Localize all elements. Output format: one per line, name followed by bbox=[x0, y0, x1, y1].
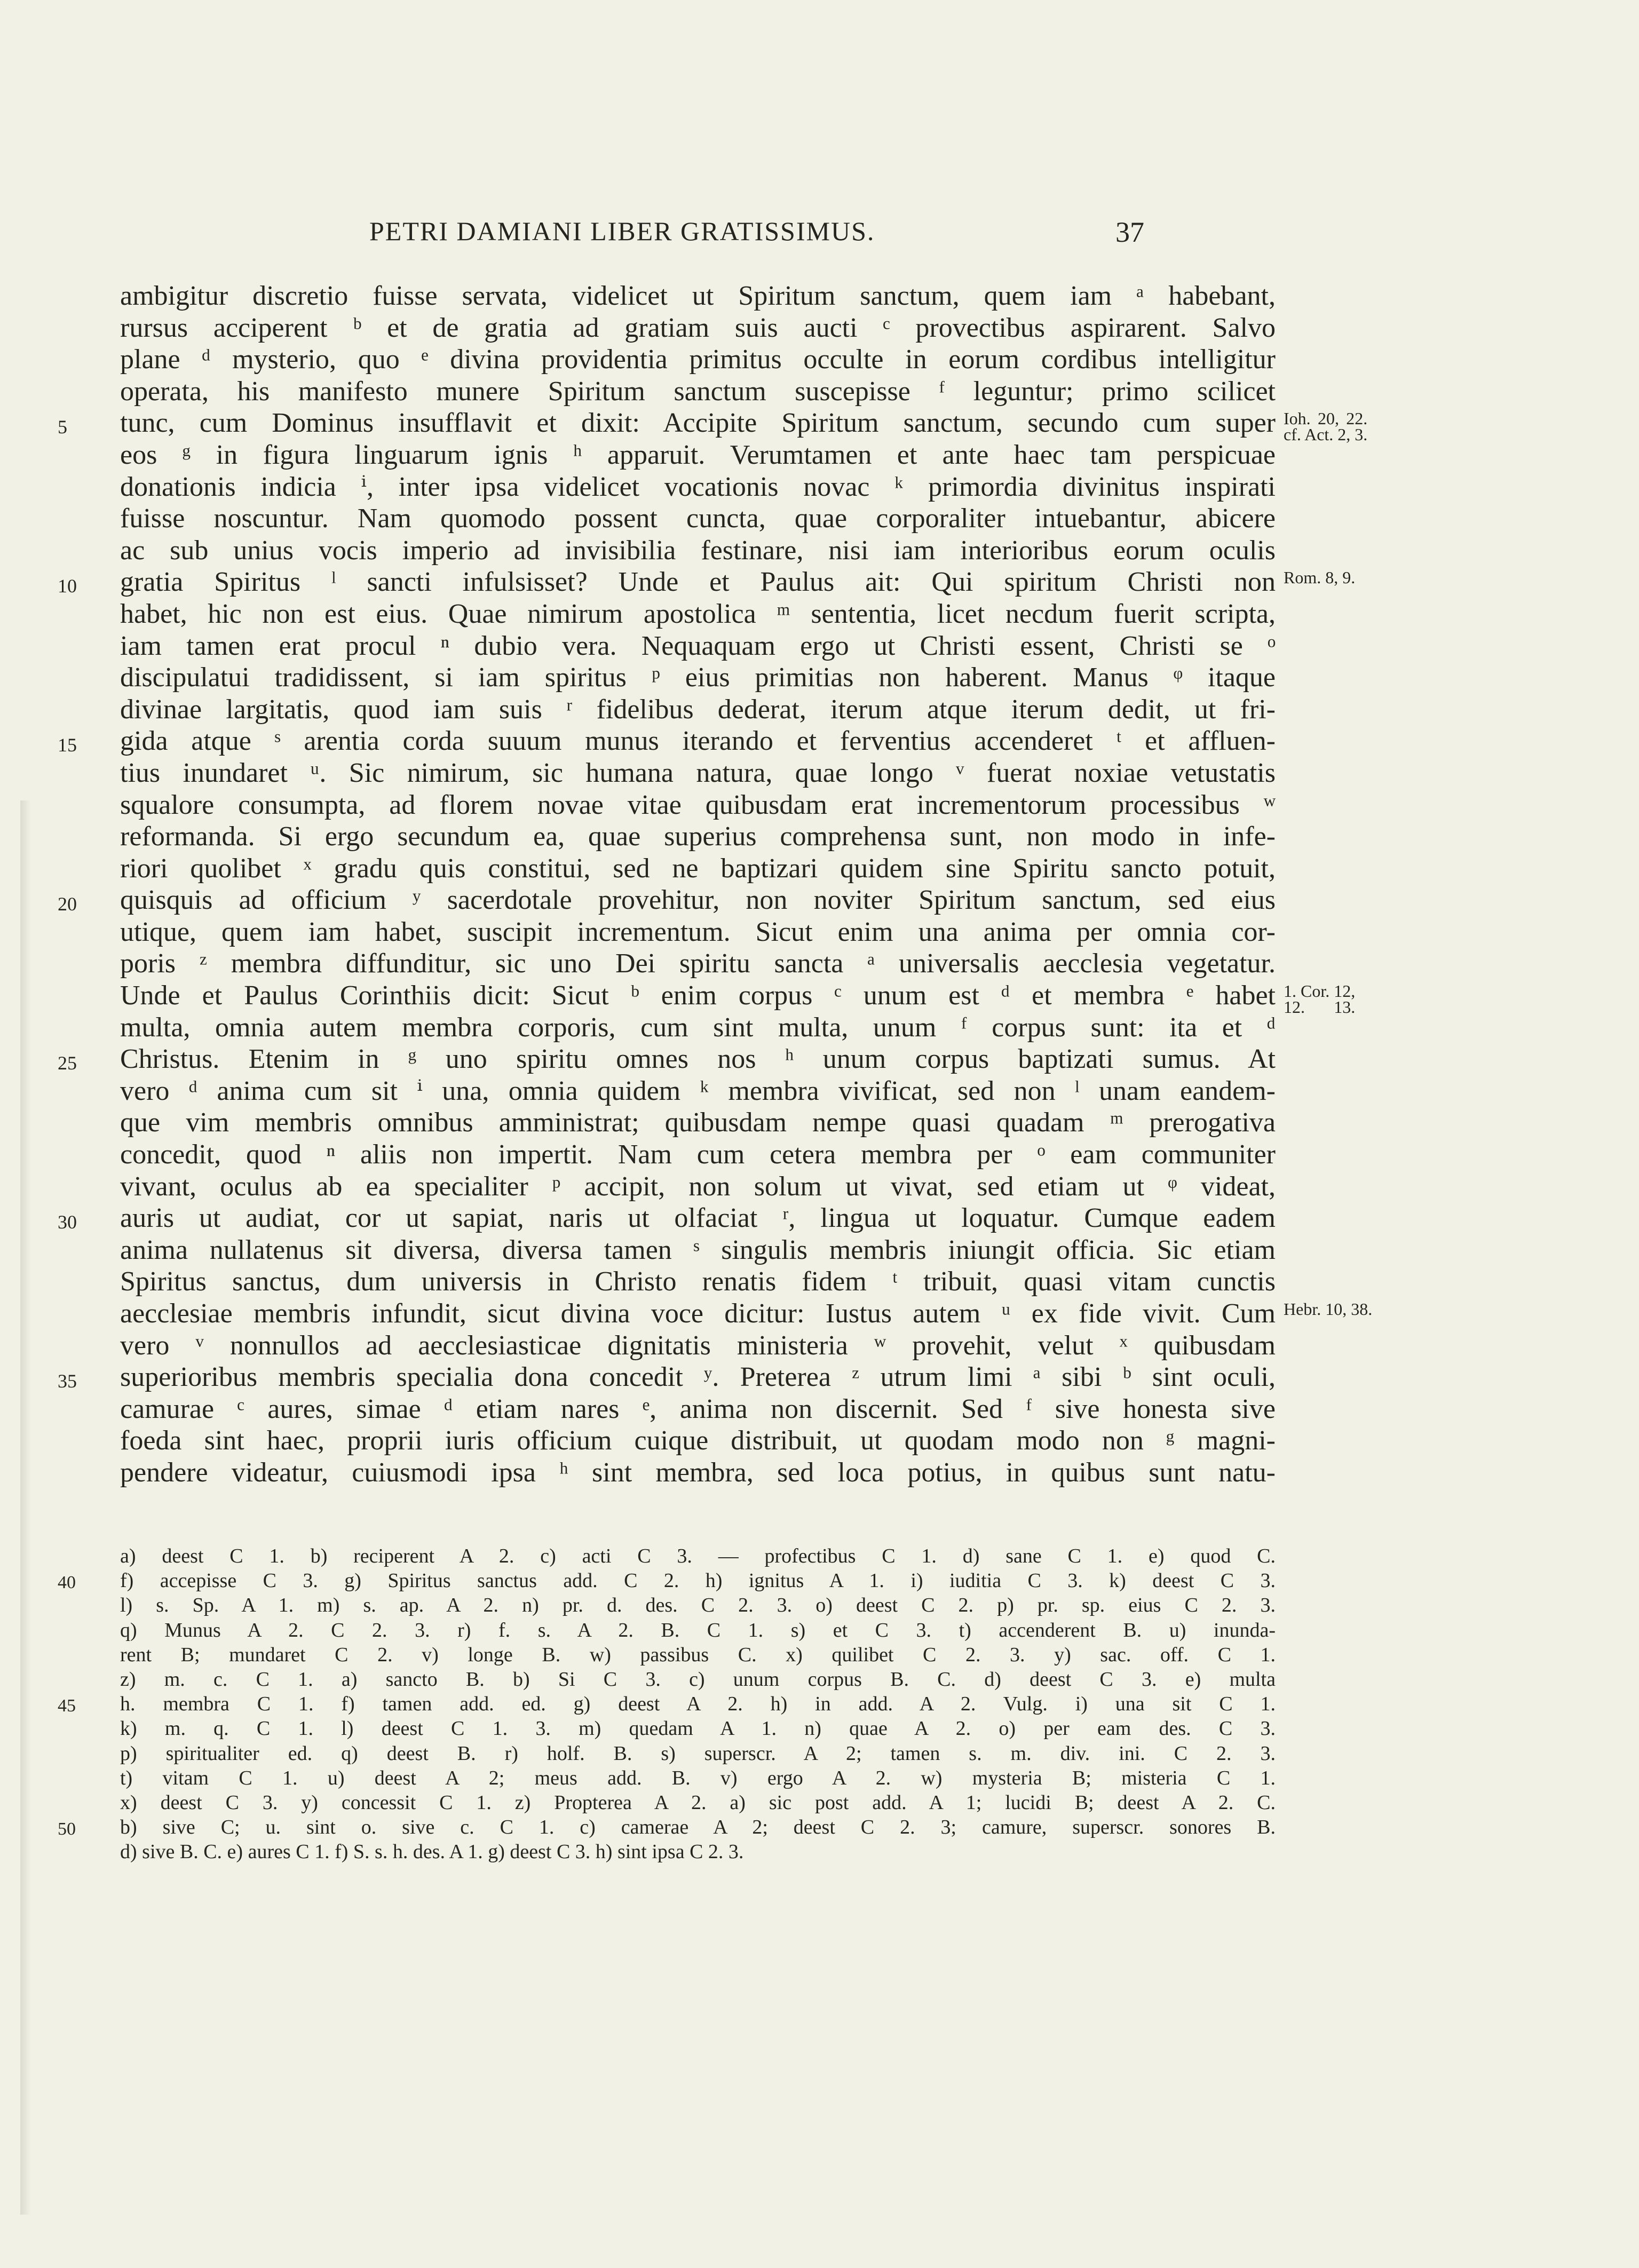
main-text-line bbox=[120, 376, 1276, 408]
note-line-text: d) sive B. C. e) aures C 1. f) S. s. h. des. A 1. g) deest C 3. h) sint ipsa C 2. 3. bbox=[120, 1841, 744, 1863]
page-number: 37 bbox=[1115, 216, 1144, 248]
main-text-line-text: vero ᵈ anima cum sit ⁱ una, omnia quidem ᵏ membra vivificat, sed non ˡ unam eandem- bbox=[120, 1075, 1276, 1106]
note-line-text: a) deest C 1. b) reciperent A 2. c) acti C 3. — profectibus C 1. d) sane C 1. e) quod C. bbox=[120, 1545, 1276, 1567]
main-text-line bbox=[120, 598, 1276, 630]
line-number: 40 bbox=[58, 1573, 76, 1593]
main-text-line bbox=[120, 280, 1276, 312]
line-number: 50 bbox=[58, 1819, 76, 1839]
note-line-text: b) sive C; u. sint o. sive c. C 1. c) camerae A 2; deest C 2. 3; camure, superscr. sonores B. bbox=[120, 1816, 1276, 1839]
margin-reference: Hebr. 10, 38. bbox=[1284, 1299, 1373, 1319]
main-text-line bbox=[58, 1202, 1276, 1234]
main-text-line-text: utique, quem iam habet, suscipit incrementum. Sicut enim una anima per omnia cor- bbox=[120, 916, 1276, 947]
main-text-line-text: concedit, quod ⁿ aliis non impertit. Nam cum cetera membra per ᵒ eam communiter bbox=[120, 1139, 1276, 1170]
main-text-line bbox=[120, 1393, 1276, 1425]
main-text-line-text: riori quolibet ˣ gradu quis constitui, sed ne baptizari quidem sine Spiritu sancto potuit, bbox=[120, 853, 1276, 884]
line-number: 10 bbox=[58, 575, 77, 597]
main-text-line bbox=[120, 1107, 1276, 1139]
main-text-line bbox=[120, 1298, 1373, 1330]
main-text-line bbox=[120, 439, 1276, 471]
main-text-line bbox=[120, 662, 1276, 694]
note-line bbox=[120, 1544, 1276, 1568]
main-text-line-text: plane ᵈ mysterio, quo ᵉ divina providentia primitus occulte in eorum cordibus intelligitur bbox=[120, 344, 1276, 375]
main-text-line-text: Unde et Paulus Corinthiis dicit: Sicut ᵇ enim corpus ᶜ unum est ᵈ et membra ᵉ habet bbox=[120, 980, 1276, 1011]
main-text-line bbox=[120, 1075, 1276, 1107]
main-text-line bbox=[58, 1361, 1276, 1393]
main-text-line bbox=[120, 503, 1276, 535]
main-text-line-text: que vim membris omnibus amministrat; quibusdam nempe quasi quadam ᵐ prerogativa bbox=[120, 1107, 1276, 1138]
note-line-text: f) accepisse C 3. g) Spiritus sanctus add. C 2. h) ignitus A 1. i) iuditia C 3. k) deest C 3. bbox=[120, 1569, 1276, 1592]
main-text-line-text: habet, hic non est eius. Quae nimirum apostolica ᵐ sententia, licet necdum fuerit scripta, bbox=[120, 598, 1276, 629]
main-text-line-text: divinae largitatis, quod iam suis ʳ fidelibus dederat, iterum atque iterum dedit, ut fri- bbox=[120, 694, 1276, 725]
main-text-line-text: gida atque ˢ arentia corda suuum munus iterando et ferventius accenderet ᵗ et affluen- bbox=[120, 726, 1276, 757]
main-text-line-text: tius inundaret ᵘ. Sic nimirum, sic humana natura, quae longo ᵛ fuerat noxiae vetustatis bbox=[120, 757, 1276, 788]
line-number: 20 bbox=[58, 893, 77, 915]
main-text-line-text: auris ut audiat, cor ut sapiat, naris ut olfaciat ʳ, lingua ut loquatur. Cumque eadem bbox=[120, 1203, 1276, 1234]
main-text-line bbox=[120, 757, 1276, 789]
main-text-line-text: fuisse noscuntur. Nam quomodo possent cuncta, quae corporaliter intuebantur, abicere bbox=[120, 503, 1276, 534]
line-number: 35 bbox=[58, 1370, 77, 1392]
note-line-text: k) m. q. C 1. l) deest C 1. 3. m) quedam A 1. n) quae A 2. o) per eam des. C 3. bbox=[120, 1717, 1276, 1740]
main-text-line bbox=[120, 916, 1276, 948]
running-head: PETRI DAMIANI LIBER GRATISSIMUS. bbox=[369, 216, 875, 246]
main-text-line-text: donationis indicia ⁱ, inter ipsa videlicet vocationis novac ᵏ primordia divinitus inspirati bbox=[120, 471, 1276, 502]
main-text-line bbox=[58, 566, 1356, 598]
main-text-line-text: gratia Spiritus ˡ sancti infulsisset? Unde et Paulus ait: Qui spiritum Christi non bbox=[120, 567, 1276, 598]
note-line-text: q) Munus A 2. C 2. 3. r) f. s. A 2. B. C 1. s) et C 3. t) accenderent B. u) inunda- bbox=[120, 1619, 1276, 1641]
note-line bbox=[120, 1643, 1276, 1667]
margin-reference: Rom. 8, 9. bbox=[1284, 568, 1356, 588]
main-text-line bbox=[120, 694, 1276, 726]
main-text-line-text: operata, his manifesto munere Spiritum sanctum suscepisse ᶠ leguntur; primo scilicet bbox=[120, 376, 1276, 407]
note-line bbox=[58, 1568, 1276, 1593]
main-text-line-text: iam tamen erat procul ⁿ dubio vera. Nequaquam ergo ut Christi essent, Christi se ᵒ bbox=[120, 630, 1276, 661]
note-line-text: x) deest C 3. y) concessit C 1. z) Propterea A 2. a) sic post add. A 1; lucidi B; deest A 2. C. bbox=[120, 1791, 1276, 1814]
main-text-line bbox=[58, 1043, 1276, 1075]
main-text-line-text: superioribus membris specialia dona concedit ʸ. Preterea ᶻ utrum limi ᵃ sibi ᵇ sint oculi, bbox=[120, 1362, 1276, 1393]
main-text-line bbox=[120, 948, 1276, 980]
note-line-text: t) vitam C 1. u) deest A 2; meus add. B. v) ergo A 2. w) mysteria B; misteria C 1. bbox=[120, 1766, 1276, 1789]
note-line-text: p) spiritualiter ed. q) deest B. r) holf. B. s) superscr. A 2; tamen s. m. div. ini. C 2. 3. bbox=[120, 1742, 1276, 1765]
main-text-line bbox=[120, 1330, 1276, 1362]
note-line-text: rent B; mundaret C 2. v) longe B. w) passibus C. x) quilibet C 2. 3. y) sac. off. C 1. bbox=[120, 1643, 1276, 1666]
main-text-line bbox=[120, 1139, 1276, 1171]
main-text-line-text: vivant, oculus ab ea specialiter ᵖ accipit, non solum ut vivat, sed etiam ut ᵠ videat, bbox=[120, 1171, 1276, 1202]
main-text-line-text: multa, omnia autem membra corporis, cum sint multa, unum ᶠ corpus sunt: ita et ᵈ bbox=[120, 1012, 1276, 1043]
main-text-line bbox=[120, 312, 1276, 344]
note-line bbox=[120, 1716, 1276, 1741]
main-text-line-text: camurae ᶜ aures, simae ᵈ etiam nares ᵉ, anima non discernit. Sed ᶠ sive honesta sive bbox=[120, 1393, 1276, 1424]
main-text-line bbox=[120, 1266, 1276, 1298]
main-text-line bbox=[120, 535, 1276, 567]
binding-shadow bbox=[20, 800, 31, 2215]
note-line bbox=[120, 1839, 1276, 1864]
main-text-line bbox=[120, 980, 1356, 1017]
main-text-line bbox=[120, 853, 1276, 885]
note-line-text: z) m. c. C 1. a) sancto B. b) Si C 3. c) unum corpus B. C. d) deest C 3. e) multa bbox=[120, 1668, 1276, 1691]
note-line bbox=[120, 1593, 1276, 1617]
main-text-line bbox=[120, 630, 1276, 662]
main-text-line-text: tunc, cum Dominus insufflavit et dixit: Accipite Spiritum sanctum, secundo cum super bbox=[120, 408, 1276, 439]
main-text-line-text: ambigitur discretio fuisse servata, videlicet ut Spiritum sanctum, quem iam ᵃ habebant, bbox=[120, 281, 1276, 311]
main-text-line-text: vero ᵛ nonnullos ad aecclesiasticae dignitatis ministeria ʷ provehit, velut ˣ quibusdam bbox=[120, 1330, 1276, 1361]
main-text-line bbox=[120, 789, 1276, 821]
note-line bbox=[120, 1667, 1276, 1692]
line-number: 5 bbox=[58, 416, 67, 438]
main-text-line-text: rursus acciperent ᵇ et de gratia ad gratiam suis aucti ᶜ provectibus aspirarent. Salvo bbox=[120, 312, 1276, 343]
main-text-line-text: Spiritus sanctus, dum universis in Christo renatis fidem ᵗ tribuit, quasi vitam cunctis bbox=[120, 1266, 1276, 1297]
main-text-line-text: anima nullatenus sit diversa, diversa tamen ˢ singulis membris iniungit officia. Sic etiam bbox=[120, 1234, 1276, 1265]
main-text-line-text: poris ᶻ membra diffunditur, sic uno Dei spiritu sancta ᵃ universalis aecclesia vegetatur. bbox=[120, 948, 1276, 979]
main-text-line-text: quisquis ad officium ʸ sacerdotale provehitur, non noviter Spiritum sanctum, sed eius bbox=[120, 885, 1276, 916]
main-text-line bbox=[120, 821, 1276, 853]
note-line bbox=[120, 1618, 1276, 1643]
main-text-line bbox=[58, 407, 1368, 445]
main-text-line-text: pendere videatur, cuiusmodi ipsa ʰ sint membra, sed loca potius, in quibus sunt natu- bbox=[120, 1457, 1276, 1488]
note-line bbox=[120, 1766, 1276, 1790]
note-line bbox=[58, 1692, 1276, 1716]
margin-reference: Ioh. 20, 22. cf. Act. 2, 3. bbox=[1284, 409, 1368, 445]
main-text-line-text: foeda sint haec, proprii iuris officium cuique distribuit, ut quodam modo non ᵍ magni- bbox=[120, 1425, 1276, 1456]
note-line-text: l) s. Sp. A 1. m) s. ap. A 2. n) pr. d. des. C 2. 3. o) deest C 2. p) pr. sp. eius C 2. 3. bbox=[120, 1594, 1276, 1617]
main-text-line-text: squalore consumpta, ad florem novae vitae quibusdam erat incrementorum processibus ʷ bbox=[120, 789, 1276, 820]
main-text-line-text: eos ᵍ in figura linguarum ignis ʰ apparuit. Verumtamen et ante haec tam perspicuae bbox=[120, 439, 1276, 470]
margin-reference: 1. Cor. 12, 12. 13. bbox=[1284, 981, 1356, 1017]
main-text-line bbox=[58, 725, 1276, 757]
main-text-line bbox=[120, 1012, 1276, 1044]
main-text-line-text: reformanda. Si ergo secundum ea, quae superius comprehensa sunt, non modo in infe- bbox=[120, 821, 1276, 852]
main-text-line-text: Christus. Etenim in ᵍ uno spiritu omnes nos ʰ unum corpus baptizati sumus. At bbox=[120, 1044, 1276, 1075]
main-text-line bbox=[58, 884, 1276, 916]
main-text-line bbox=[120, 1234, 1276, 1266]
main-text-line bbox=[120, 471, 1276, 503]
main-text-line-text: aecclesiae membris infundit, sicut divina voce dicitur: Iustus autem ᵘ ex fide vivit. Cum bbox=[120, 1298, 1276, 1329]
main-text-line bbox=[120, 1457, 1276, 1489]
line-number: 30 bbox=[58, 1211, 77, 1233]
critical-apparatus bbox=[58, 1544, 1276, 1864]
main-text bbox=[58, 280, 1373, 1489]
line-number: 45 bbox=[58, 1696, 76, 1716]
main-text-line bbox=[120, 344, 1276, 376]
page-header bbox=[0, 216, 1639, 258]
main-text-line-text: discipulatui tradidissent, si iam spiritus ᵖ eius primitias non haberent. Manus ᵠ itaque bbox=[120, 662, 1276, 693]
main-text-line bbox=[120, 1425, 1276, 1457]
note-line bbox=[120, 1741, 1276, 1766]
main-text-line bbox=[120, 1171, 1276, 1203]
note-line bbox=[58, 1815, 1276, 1839]
note-line-text: h. membra C 1. f) tamen add. ed. g) deest A 2. h) in add. A 2. Vulg. i) una sit C 1. bbox=[120, 1693, 1276, 1716]
main-text-line-text: ac sub unius vocis imperio ad invisibilia festinare, nisi iam interioribus eorum oculis bbox=[120, 535, 1276, 566]
note-line bbox=[120, 1790, 1276, 1815]
line-number: 15 bbox=[58, 734, 77, 756]
line-number: 25 bbox=[58, 1052, 77, 1074]
